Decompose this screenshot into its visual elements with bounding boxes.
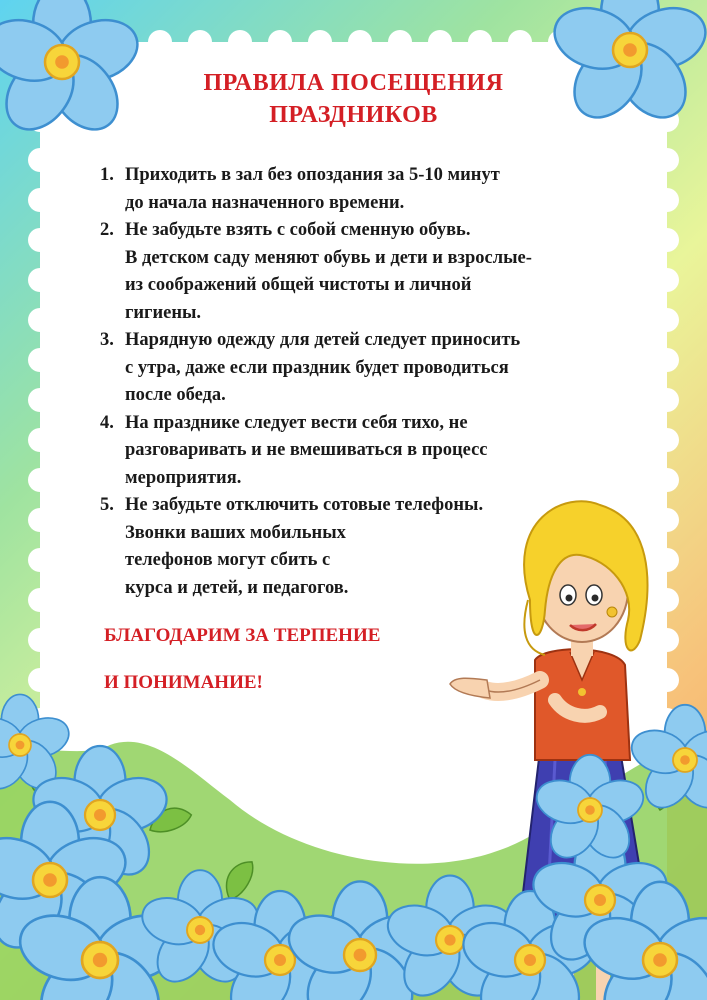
rule-text-line: гигиены.: [125, 302, 202, 323]
rule-number: 4.: [100, 412, 114, 433]
rule-number: 5.: [100, 495, 114, 515]
page-title-line-2: ПРАЗДНИКОВ: [269, 102, 438, 128]
rules-list: [100, 162, 660, 602]
rule-text-line: после обеда.: [125, 385, 226, 405]
rule-item-1: [100, 162, 660, 217]
rule-item-5: [100, 492, 660, 602]
thanks-line-1: БЛАГОДАРИМ ЗА ТЕРПЕНИЕ: [104, 625, 381, 646]
rule-item-2: [100, 217, 660, 327]
rule-text-line: с утра, даже если праздник будет проводиться: [125, 357, 509, 378]
rule-text-line: из соображений общей чистоты и личной: [125, 275, 472, 295]
rule-number: 1.: [100, 165, 114, 185]
rule-text-line: Не забудьте отключить сотовые телефоны.: [125, 495, 484, 515]
thanks-line-2: И ПОНИМАНИЕ!: [104, 672, 263, 693]
rule-text-line: Не забудьте взять с собой сменную обувь.: [125, 220, 471, 240]
rule-number: 3.: [100, 330, 114, 350]
rule-text-line: На празднике следует вести себя тихо, не: [125, 412, 468, 433]
page-title-line-1: ПРАВИЛА ПОСЕЩЕНИЯ: [203, 70, 504, 96]
rule-number: 2.: [100, 220, 114, 240]
rule-text-line: курса и детей, и педагогов.: [125, 577, 349, 598]
rule-text-line: В детском саду меняют обувь и дети и взрослые-: [125, 247, 532, 268]
rule-item-4: [100, 410, 660, 493]
rule-text-line: телефонов могут сбить с: [125, 550, 331, 570]
rule-text-line: до начала назначенного времени.: [125, 192, 405, 213]
rule-text-line: Нарядную одежду для детей следует приносить: [125, 330, 521, 350]
rule-text-line: Звонки ваших мобильных: [125, 522, 346, 543]
rule-text-line: мероприятия.: [125, 467, 242, 488]
rule-text-line: разговаривать и не вмешиваться в процесс: [125, 440, 488, 460]
rule-text-line: Приходить в зал без опоздания за 5-10 минут: [125, 165, 500, 185]
rule-item-3: [100, 327, 660, 410]
